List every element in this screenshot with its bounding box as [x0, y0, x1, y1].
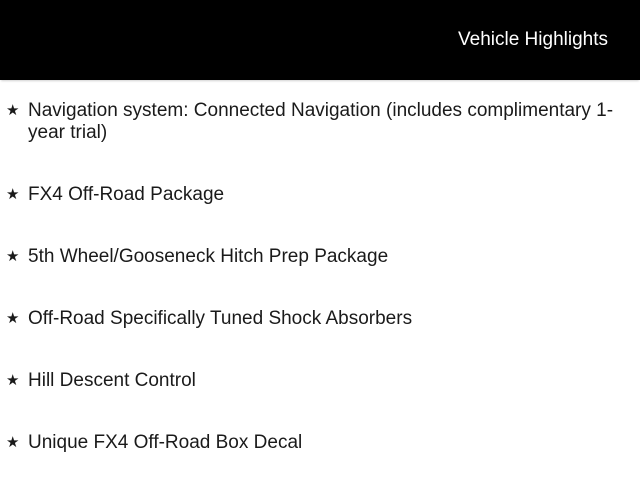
star-bullet-icon: ★ — [6, 102, 20, 119]
star-bullet-icon: ★ — [6, 434, 20, 451]
list-item-label: Navigation system: Connected Navigation (includes complimentary 1-year trial) — [28, 100, 614, 143]
highlights-list — [0, 80, 640, 454]
list-item — [6, 370, 624, 392]
list-item — [6, 184, 624, 206]
star-bullet-icon: ★ — [6, 372, 20, 389]
list-item-label: 5th Wheel/Gooseneck Hitch Prep Package — [28, 246, 389, 267]
list-item-label: Unique FX4 Off-Road Box Decal — [28, 432, 303, 453]
list-item — [6, 100, 624, 144]
star-bullet-icon: ★ — [6, 186, 20, 203]
list-item-label: Hill Descent Control — [28, 370, 196, 391]
star-bullet-icon: ★ — [6, 310, 20, 327]
list-item — [6, 308, 624, 330]
page-title: Vehicle Highlights — [458, 29, 608, 50]
star-bullet-icon: ★ — [6, 248, 20, 265]
list-item — [6, 246, 624, 268]
list-item-label: FX4 Off-Road Package — [28, 184, 225, 205]
list-item — [6, 432, 624, 454]
header-bar — [0, 0, 640, 80]
list-item-label: Off-Road Specifically Tuned Shock Absorbers — [28, 308, 413, 329]
